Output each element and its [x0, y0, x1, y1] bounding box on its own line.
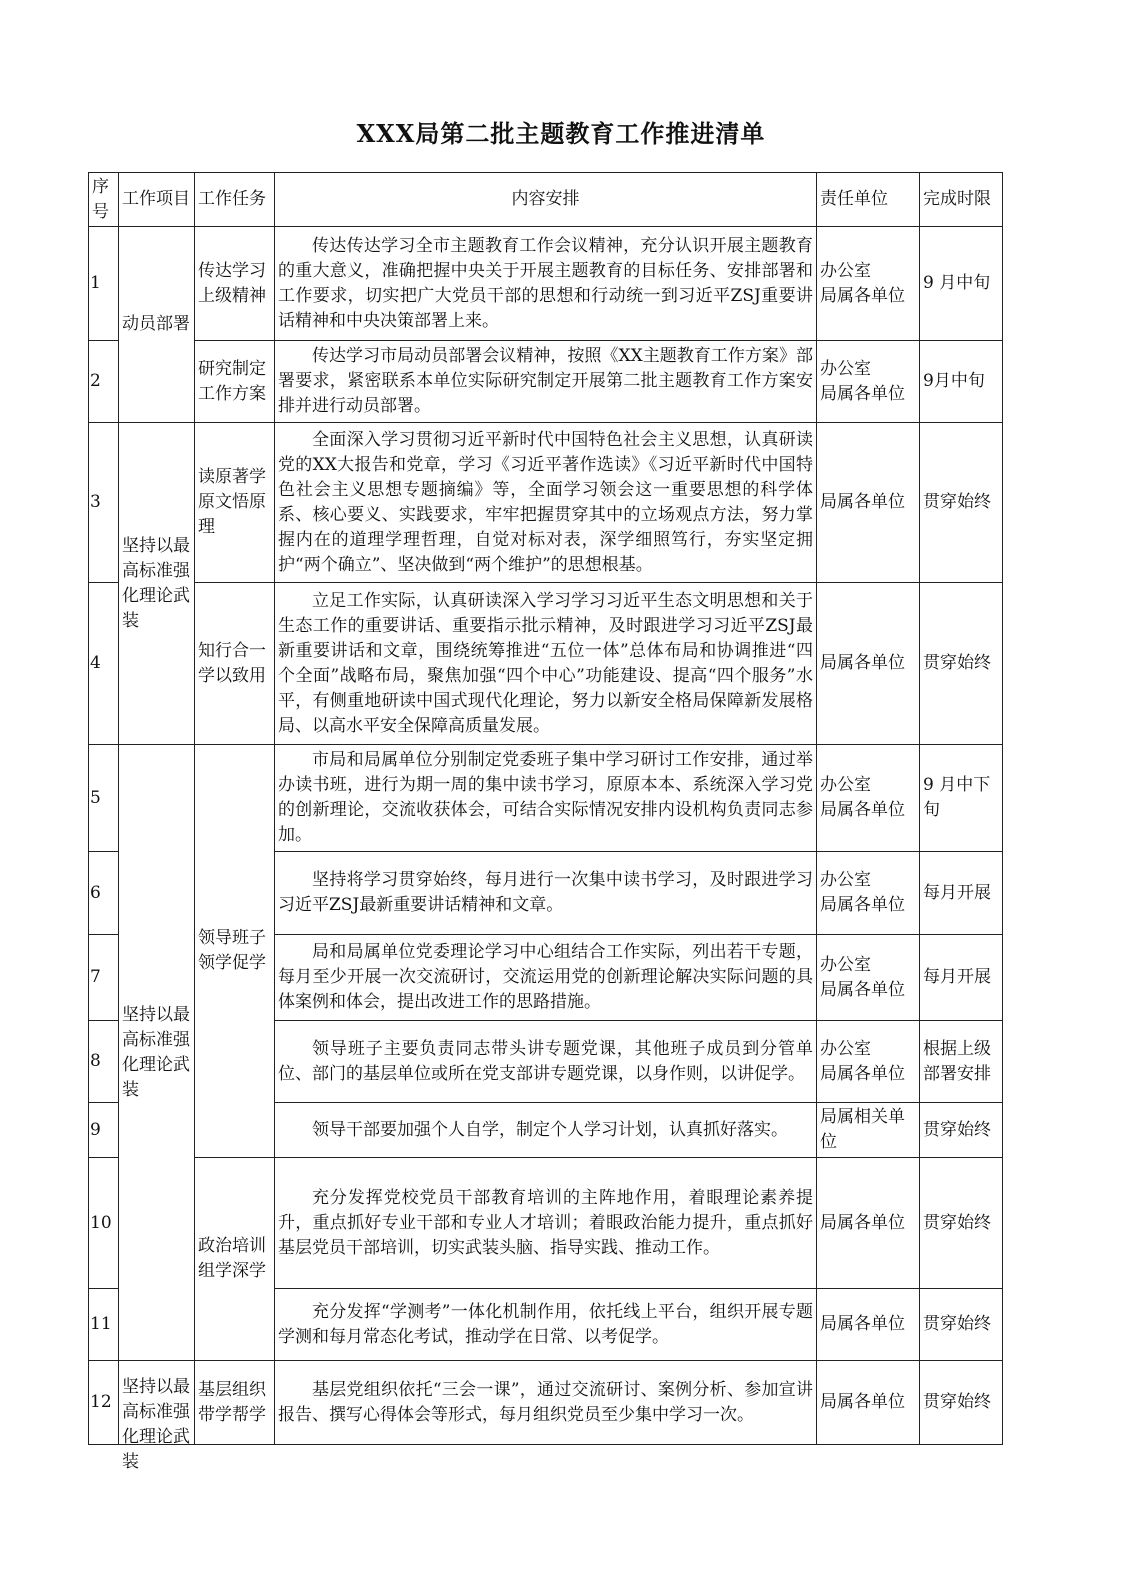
- unit-cell: 办公室 局属各单位: [817, 1021, 920, 1103]
- row-seq: 8: [89, 1021, 119, 1103]
- content-cell: 领导班子主要负责同志带头讲专题党课，其他班子成员到分管单位、部门的基层单位或所在党支部讲专题党课，以身作则，以讲促学。: [275, 1021, 817, 1103]
- unit-cell: 办公室 局属各单位: [817, 227, 920, 341]
- project-cell: 动员部署: [119, 227, 195, 423]
- row-seq: 9: [89, 1103, 119, 1158]
- table-row: [89, 1361, 1003, 1445]
- unit-cell: 局属各单位: [817, 423, 920, 583]
- project-cell: 坚持以最高标准强化理论武装: [119, 745, 195, 1361]
- deadline-cell: 9 月中下旬: [920, 745, 1003, 852]
- header-row: [89, 173, 1003, 227]
- work-table: [88, 172, 1003, 1472]
- table-row: [89, 227, 1003, 341]
- task-cell: 研究制定工作方案: [195, 341, 275, 423]
- deadline-cell: 根据上级部署安排: [920, 1021, 1003, 1103]
- row-seq: 2: [89, 341, 119, 423]
- unit-cell: 局属各单位: [817, 1361, 920, 1445]
- unit-cell: 办公室 局属各单位: [817, 745, 920, 852]
- row-seq: 4: [89, 583, 119, 745]
- header-project: 工作项目: [119, 173, 195, 227]
- table-row: [89, 423, 1003, 583]
- page-title: XXX局第二批主题教育工作推进清单: [356, 119, 766, 148]
- header-seq: 序号: [89, 173, 119, 227]
- row-seq: 11: [89, 1289, 119, 1361]
- deadline-cell: 贯穿始终: [920, 1158, 1003, 1289]
- row-seq: 5: [89, 745, 119, 852]
- unit-cell: 局属各单位: [817, 1289, 920, 1361]
- content-cell: 传达学习市局动员部署会议精神，按照《XX主题教育工作方案》部署要求，紧密联系本单位实际研究制定开展第二批主题教育工作方案安排并进行动员部署。: [275, 341, 817, 423]
- row-seq: 10: [89, 1158, 119, 1289]
- task-cell: 领导班子领学促学: [195, 745, 275, 1158]
- task-cell: 政治培训组学深学: [195, 1158, 275, 1361]
- row-seq: 1: [89, 227, 119, 341]
- content-cell: 市局和局属单位分别制定党委班子集中学习研讨工作安排，通过举办读书班，进行为期一周的集中读书学习，原原本本、系统深入学习党的创新理论，交流收获体会，可结合实际情况安排内设机构负责同志参加。: [275, 745, 817, 852]
- deadline-cell: 9 月中旬: [920, 227, 1003, 341]
- task-cell: 读原著学原文悟原理: [195, 423, 275, 583]
- deadline-cell: 贯穿始终: [920, 1103, 1003, 1158]
- deadline-cell: 9月中旬: [920, 341, 1003, 423]
- unit-cell: 局属各单位: [817, 1158, 920, 1289]
- project-cell: 坚持以最高标准强化理论武装: [119, 1361, 195, 1445]
- header-unit: 责任单位: [817, 173, 920, 227]
- unit-cell: 局属各单位: [817, 583, 920, 745]
- deadline-cell: 贯穿始终: [920, 1361, 1003, 1445]
- row-seq: 12: [89, 1361, 119, 1445]
- row-seq: 7: [89, 935, 119, 1021]
- project-cell: 坚持以最高标准强化理论武装: [119, 423, 195, 745]
- deadline-cell: 贯穿始终: [920, 583, 1003, 745]
- content-cell: 全面深入学习贯彻习近平新时代中国特色社会主义思想，认真研读党的XX大报告和党章，学习《习近平著作选读》《习近平新时代中国特色社会主义思想专题摘编》等，全面学习领会这一重要思想的科学体系、核心要义、实践要求，牢牢把握贯穿其中的立场观点方法，努力掌握内在的道理学理哲理，自觉对标对表，深学细照笃行，夯实坚定拥护“两个确立”、坚决做到“两个维护”的思想根基。: [275, 423, 817, 583]
- unit-cell: 局属相关单位: [817, 1103, 920, 1158]
- deadline-cell: 贯穿始终: [920, 423, 1003, 583]
- content-cell: 坚持将学习贯穿始终，每月进行一次集中读书学习，及时跟进学习习近平ZSJ最新重要讲话精神和文章。: [275, 852, 817, 935]
- task-cell: 知行合一学以致用: [195, 583, 275, 745]
- content-cell: 充分发挥党校党员干部教育培训的主阵地作用，着眼理论素养提升，重点抓好专业干部和专业人才培训；着眼政治能力提升，重点抓好基层党员干部培训，切实武装头脑、指导实践、推动工作。: [275, 1158, 817, 1289]
- header-content: 内容安排: [275, 173, 817, 227]
- content-cell: 立足工作实际，认真研读深入学习学习习近平生态文明思想和关于生态工作的重要讲话、重要指示批示精神，及时跟进学习习近平ZSJ最新重要讲话和文章，围绕统筹推进“五位一体”总体布局和协调推进“四个全面”战略布局，聚焦加强“四个中心”功能建设、提高“四个服务”水平，有侧重地研读中国式现代化理论，努力以新安全格局保障新发展格局、以高水平安全保障高质量发展。: [275, 583, 817, 745]
- table-row: [89, 341, 1003, 423]
- table-row: [89, 583, 1003, 745]
- content-cell: 领导干部要加强个人自学，制定个人学习计划，认真抓好落实。: [275, 1103, 817, 1158]
- header-deadline: 完成时限: [920, 173, 1003, 227]
- content-cell: 局和局属单位党委理论学习中心组结合工作实际，列出若干专题，每月至少开展一次交流研讨，交流运用党的创新理论解决实际问题的具体案例和体会，提出改进工作的思路措施。: [275, 935, 817, 1021]
- deadline-cell: 每月开展: [920, 935, 1003, 1021]
- content-cell: 充分发挥“学测考”一体化机制作用，依托线上平台，组织开展专题学测和每月常态化考试，推动学在日常、以考促学。: [275, 1289, 817, 1361]
- unit-cell: 办公室 局属各单位: [817, 341, 920, 423]
- content-cell: 基层党组织依托“三会一课”，通过交流研讨、案例分析、参加宣讲报告、撰写心得体会等形式，每月组织党员至少集中学习一次。: [275, 1361, 817, 1445]
- task-cell: 基层组织带学帮学: [195, 1361, 275, 1445]
- row-seq: 6: [89, 852, 119, 935]
- content-cell: 传达传达学习全市主题教育工作会议精神，充分认识开展主题教育的重大意义，准确把握中央关于开展主题教育的目标任务、安排部署和工作要求，切实把广大党员干部的思想和行动统一到习近平ZSJ重要讲话精神和中央决策部署上来。: [275, 227, 817, 341]
- deadline-cell: 每月开展: [920, 852, 1003, 935]
- unit-cell: 办公室 局属各单位: [817, 852, 920, 935]
- header-task: 工作任务: [195, 173, 275, 227]
- table-row: [89, 1158, 1003, 1289]
- task-cell: 传达学习上级精神: [195, 227, 275, 341]
- deadline-cell: 贯穿始终: [920, 1289, 1003, 1361]
- unit-cell: 办公室 局属各单位: [817, 935, 920, 1021]
- table-row: [89, 745, 1003, 852]
- row-seq: 3: [89, 423, 119, 583]
